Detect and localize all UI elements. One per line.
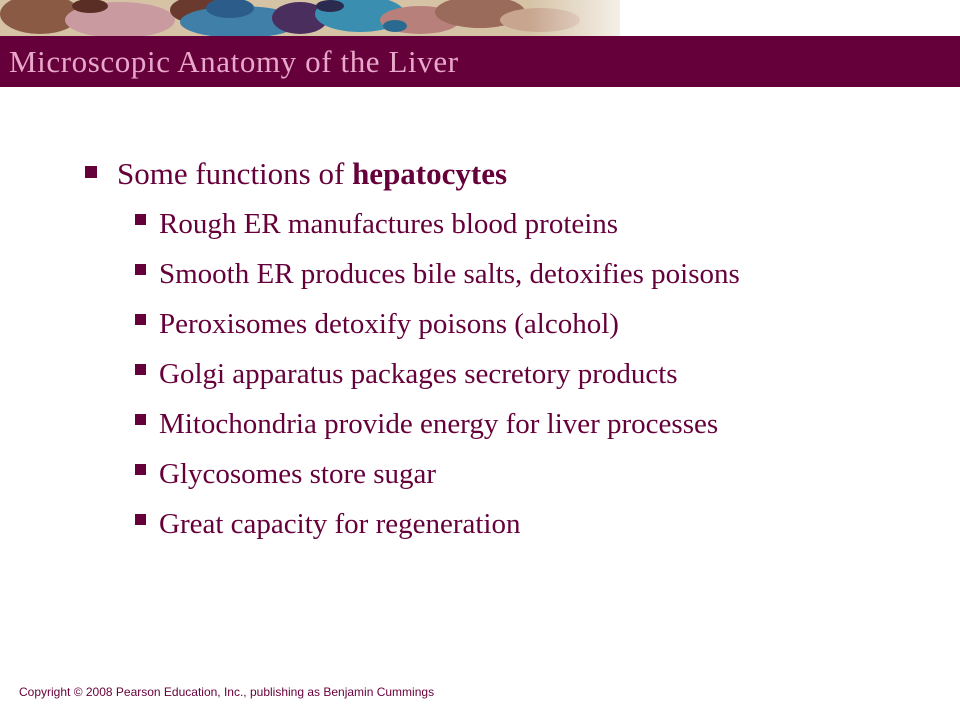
slide-title: Microscopic Anatomy of the Liver — [9, 44, 459, 79]
title-bar — [0, 36, 960, 87]
square-bullet-icon — [135, 214, 146, 225]
sub-bullet-list — [135, 206, 935, 556]
sub-bullet-text: Rough ER manufactures blood proteins — [159, 208, 619, 240]
sub-bullet-item — [135, 256, 935, 306]
square-bullet-icon — [135, 364, 146, 375]
sub-bullet-text: Great capacity for regeneration — [159, 508, 521, 540]
main-bullet-prefix: Some functions of — [117, 156, 353, 191]
decorative-banner-image — [0, 0, 960, 36]
sub-bullet-item — [135, 456, 935, 506]
square-bullet-icon — [135, 514, 146, 525]
square-bullet-icon — [135, 464, 146, 475]
main-bullet-text — [117, 154, 507, 194]
sub-bullet-item — [135, 356, 935, 406]
copyright-footer: Copyright © 2008 Pearson Education, Inc., publishing as Benjamin Cummings — [19, 685, 435, 699]
sub-bullet-item — [135, 406, 935, 456]
sub-bullet-item — [135, 206, 935, 256]
sub-bullet-item — [135, 306, 935, 356]
sub-bullet-text: Glycosomes store sugar — [159, 458, 437, 490]
square-bullet-icon — [135, 314, 146, 325]
sub-bullet-item — [135, 506, 935, 556]
square-bullet-icon — [135, 414, 146, 425]
sub-bullet-text: Golgi apparatus packages secretory products — [159, 358, 678, 390]
square-bullet-icon — [85, 166, 97, 178]
sub-bullet-text: Mitochondria provide energy for liver processes — [159, 408, 719, 440]
main-bullet-bold-term: hepatocytes — [352, 156, 508, 191]
sub-bullet-text: Smooth ER produces bile salts, detoxifies poisons — [159, 258, 740, 290]
sub-bullet-text: Peroxisomes detoxify poisons (alcohol) — [159, 308, 619, 340]
square-bullet-icon — [135, 264, 146, 275]
